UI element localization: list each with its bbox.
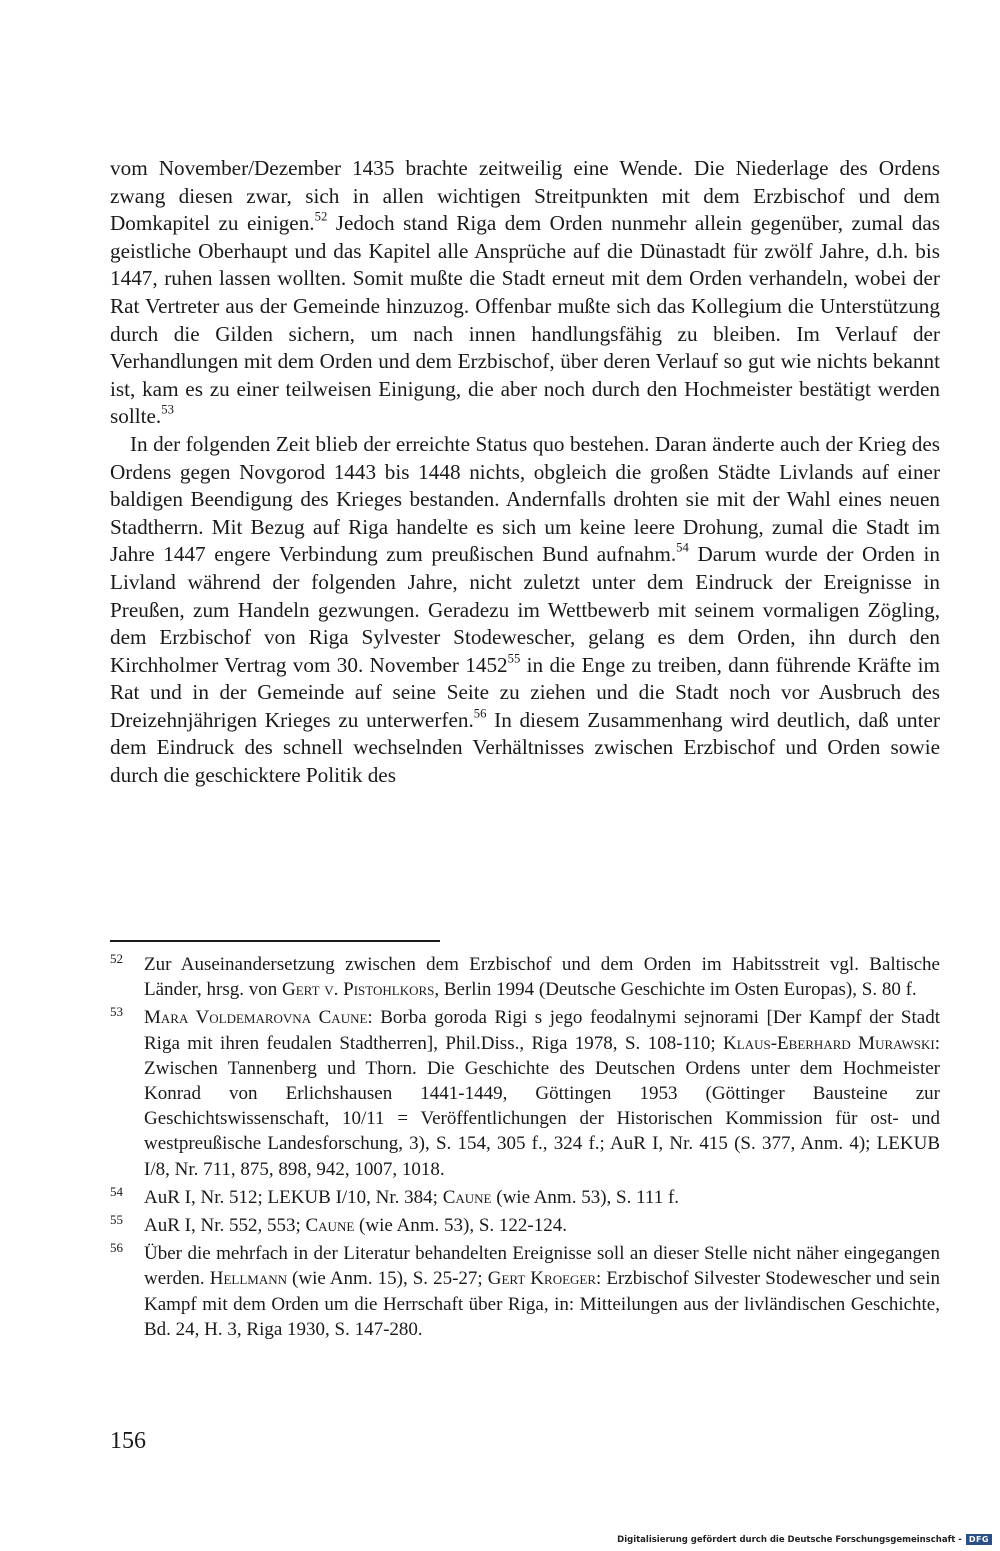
- footnote-number: 56: [110, 1240, 123, 1256]
- author-name: Caune: [305, 1215, 355, 1237]
- footnote-text: [144, 1007, 940, 1179]
- dfg-logo: DFG: [966, 1534, 992, 1545]
- author-name: Gert v. Pistohlkors: [282, 979, 435, 1001]
- author-name: Mara Voldemarovna Caune: [144, 1007, 368, 1029]
- text-run: (wie Anm. 53), S. 122-124.: [354, 1215, 567, 1237]
- text-run: : Borba goroda Rigi s jego feodalnymi sejnorami [Der Kampf der Stadt Riga mit ihren feudalen Stadtherren], Phil.Diss., Riga 1978, S. 108-110;: [144, 1007, 940, 1054]
- footnote-number: 54: [110, 1183, 123, 1199]
- text-run: , Berlin 1994 (Deutsche Geschichte im Osten Europas), S. 80 f.: [434, 979, 917, 1001]
- text-run: (wie Anm. 53), S. 111 f.: [491, 1186, 680, 1208]
- text-run: (wie Anm. 15), S. 25-27;: [287, 1268, 488, 1290]
- text-run: In der folgenden Zeit blieb der erreichte Status quo bestehen. Daran änderte auch der Krieg des Ordens gegen Novgorod 1443 bis 1448 nichts, obgleich die großen Städte Livlands auf einer baldigen Beendigung des Krieges bestanden. Andernfalls drohten sie mit der Wahl eines neuen Stadtherrn. Mit Bezug auf Riga handelte es sich um keine leere Drohung, zumal die Stadt im Jahre 1447 engere Verbindung zum preußischen Bund aufnahm.: [110, 431, 940, 567]
- footnote-number: 53: [110, 1004, 123, 1020]
- credit-text: Digitalisierung gefördert durch die Deutsche Forschungsgemeinschaft -: [617, 1534, 962, 1545]
- footnote-reference: 54: [676, 540, 689, 555]
- footnote: [110, 1005, 940, 1181]
- main-text: [110, 155, 940, 790]
- text-run: in die Enge zu treiben, dann führende Kräfte im Rat und in der Gemeinde auf seine Seite zu ziehen und die Stadt noch vor Ausbruch des Dreizehnjährigen Krieges zu unterwerfen.: [110, 652, 940, 732]
- footnote-reference: 56: [473, 706, 487, 721]
- text-run: Jedoch stand Riga dem Orden nunmehr allein gegenüber, zumal das geistliche Oberhaupt und das Kapitel alle Ansprüche auf die Dünastadt für zwölf Jahre, d.h. bis 1447, ruhen lassen wollten. Somit mußte die Stadt erneut mit dem Orden verhandeln, wobei der Rat Vertreter aus der Gemeinde hinzuzog. Offenbar mußte sich das Kollegium die Unterstützung durch die Gilden sichern, um nach innen handlungsfähig zu bleiben. Im Verlauf der Verhandlungen mit dem Orden und dem Erzbischof, über deren Verlauf so gut wie nichts bekannt ist, kam es zu einer teilweisen Einigung, die aber noch durch den Hochmeister bestätigt werden sollte.: [110, 211, 940, 429]
- footnote: [110, 1213, 940, 1238]
- footnote-text: [144, 1243, 940, 1340]
- footnote-reference: 53: [161, 402, 174, 417]
- footnotes: [110, 952, 940, 1345]
- text-run: AuR I, Nr. 512; LEKUB I/10, Nr. 384;: [144, 1186, 443, 1208]
- author-name: Hellmann: [209, 1268, 287, 1290]
- text-run: Darum wurde der Orden in Livland während der folgenden Jahre, nicht zuletzt unter dem Eindruck der Ereignisse in Preußen, zum Handeln gezwungen. Geradezu im Wettbewerb mit seinem vormaligen Zögling, dem Erzbischof von Riga Sylvester Stodewescher, gelang es dem Orden, ihn durch den Kirchholmer Vertrag vom 30. November 1452: [110, 542, 940, 677]
- footnote: [110, 952, 940, 1002]
- text-run: vom November/Dezember 1435 brachte zeitweilig eine Wende. Die Niederlage des Ordens zwang diesen zwar, sich in allen wichtigen Streitpunkten mit dem Erzbischof und dem Domkapitel zu einigen.: [110, 156, 940, 236]
- footnote-number: 55: [110, 1212, 123, 1228]
- footnote: [110, 1241, 940, 1342]
- paragraph: [110, 431, 940, 790]
- footnote-number: 52: [110, 951, 123, 966]
- page-number: 156: [110, 1428, 146, 1454]
- author-name: Klaus-Eberhard Murawski: [723, 1032, 935, 1054]
- text-run: AuR I, Nr. 552, 553;: [144, 1215, 306, 1237]
- text-run: : Erzbischof Silvester Stodewescher und sein Kampf mit dem Orden um die Herrschaft über Riga, in: Mitteilungen aus der livländischen Geschichte, Bd. 24, H. 3, Riga 1930, S. 147-280.: [144, 1268, 940, 1340]
- text-run: Zur Auseinandersetzung zwischen dem Erzbischof und dem Orden im Habitsstreit vgl. Baltische Länder, hrsg. von: [144, 954, 940, 1001]
- footnote-reference: 52: [314, 209, 328, 224]
- footnote-separator: [110, 940, 440, 942]
- footnote: [110, 1185, 940, 1210]
- footnote-text: [144, 1215, 567, 1236]
- paragraph: [110, 155, 940, 431]
- footnote-reference: 55: [507, 651, 521, 666]
- text-run: : Zwischen Tannenberg und Thorn. Die Geschichte des Deutschen Ordens unter dem Hochmeister Konrad von Erlichshausen 1441-1449, Göttingen 1953 (Göttinger Bausteine zur Geschichtswissenschaft, 10/11 = Veröffentlichungen der Historischen Kommission für ost- und westpreußische Landesforschung, 3), S. 154, 305 f., 324 f.; AuR I, Nr. 415 (S. 377, Anm. 4); LEKUB I/8, Nr. 711, 875, 898, 942, 1007, 1018.: [144, 1032, 940, 1180]
- digitization-credit: [617, 1534, 992, 1545]
- footnote-text: [144, 954, 940, 1000]
- author-name: Caune: [442, 1186, 492, 1208]
- body-text-block: [110, 155, 940, 790]
- footnote-text: [144, 1187, 679, 1208]
- text-run: Über die mehrfach in der Literatur behandelten Ereignisse soll an dieser Stelle nicht näher eingegangen werden.: [144, 1243, 940, 1290]
- author-name: Gert Kroeger: [487, 1268, 597, 1290]
- text-run: In diesem Zusammenhang wird deutlich, daß unter dem Eindruck des schnell wechselnden Verhältnisses zwischen Erzbischof und Orden sowie durch die geschicktere Politik des: [110, 707, 940, 788]
